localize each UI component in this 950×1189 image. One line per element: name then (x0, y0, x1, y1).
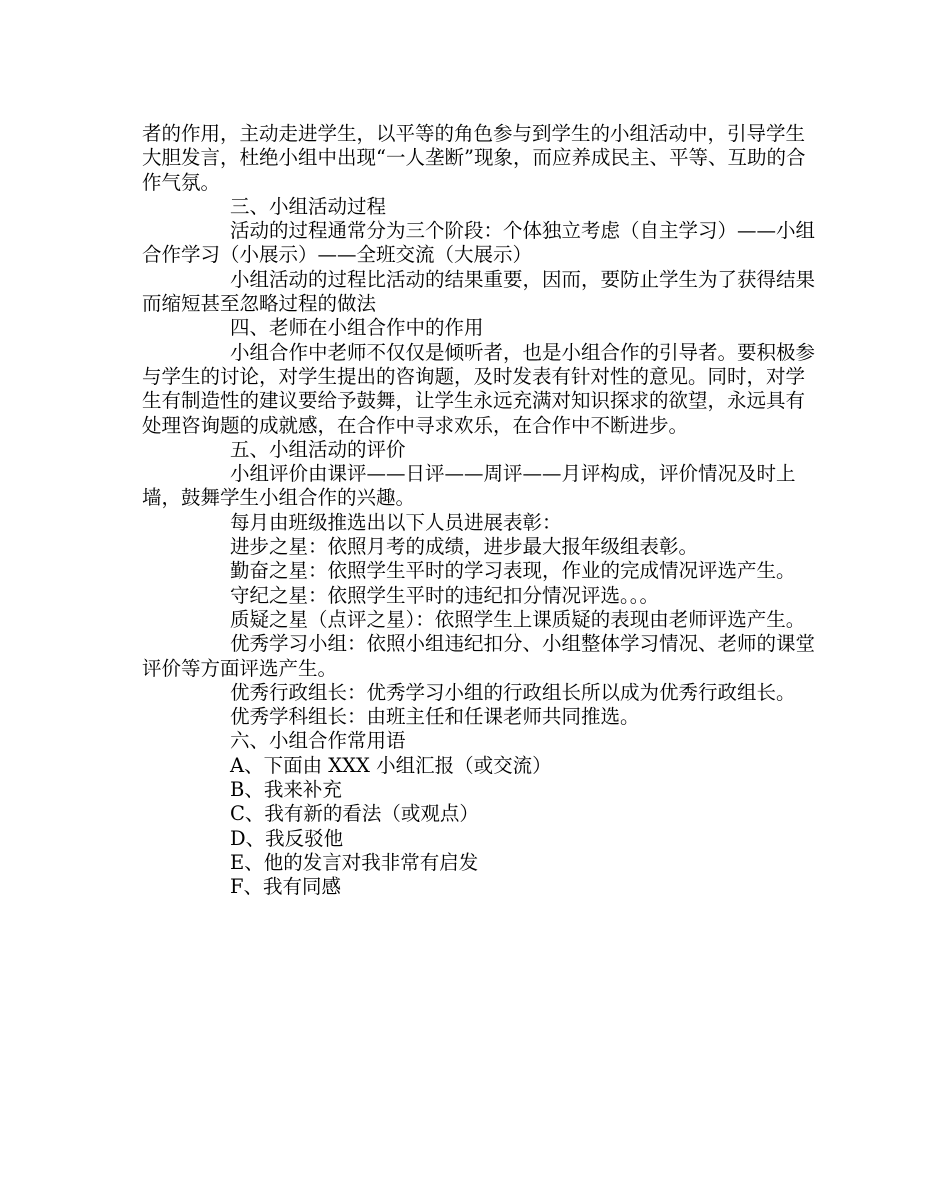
heading-section-5: 五、小组活动的评价 (230, 437, 406, 461)
award-admin-leader: 优秀行政组长：优秀学习小组的行政组长所以成为优秀行政组长。 (230, 680, 796, 704)
heading-section-6: 六、小组合作常用语 (230, 729, 406, 753)
paragraph-teacher-role: 小组合作中老师不仅仅是倾听者，也是小组合作的引导者。要积极参与学生的讨论，对学生提出的咨询题，及时发表有针对性的意见。同时，对学生有制造性的建议要给予鼓舞，让学生永远充满对知识探求的欲望，永远具有处理咨询题的成就感，在合作中寻求欢乐，在合作中不断进步。 (142, 340, 816, 437)
paragraph-evaluation: 小组评价由课评——日评——周评——月评构成，评价情况及时上墙，鼓舞学生小组合作的兴趣。 (142, 462, 796, 510)
award-diligence-star: 勤奋之星：依照学生平时的学习表现，作业的完成情况评选产生。 (230, 559, 796, 583)
paragraph-monthly-awards: 每月由班级推选出以下人员进展表彰： (230, 510, 562, 534)
award-excellent-group: 优秀学习小组：依照小组违纪扣分、小组整体学习情况、老师的课堂评价等方面评选产生。 (142, 632, 816, 680)
paragraph-intro: 者的作用，主动走进学生，以平等的角色参与到学生的小组活动中，引导学生大胆发言，杜绝小组中出现“一人垄断”现象，而应养成民主、平等、互助的合作气氛。 (142, 122, 806, 194)
heading-section-4: 四、老师在小组合作中的作用 (230, 316, 484, 340)
award-progress-star: 进步之星：依照月考的成绩，进步最大报年级组表彰。 (230, 535, 699, 559)
phrase-item-c: C、我有新的看法（或观点） (230, 802, 479, 826)
phrase-item-e: E、他的发言对我非常有启发 (230, 850, 479, 874)
phrase-item-a: A、下面由 XXX 小组汇报（或交流） (230, 753, 552, 777)
phrase-item-b: B、我来补充 (230, 778, 342, 802)
award-discipline-star: 守纪之星：依照学生平时的违纪扣分情况评选。。。 (230, 583, 660, 607)
paragraph-stages: 活动的过程通常分为三个阶段：个体独立考虑（自主学习）——小组合作学习（小展示）——全班交流（大展示） (142, 219, 816, 267)
document-body (142, 122, 822, 900)
heading-section-3: 三、小组活动过程 (230, 194, 387, 218)
paragraph-process: 小组活动的过程比活动的结果重要，因而，要防止学生为了获得结果而缩短甚至忽略过程的做法 (142, 267, 816, 316)
phrase-item-d: D、我反驳他 (230, 826, 344, 850)
award-questioning-star: 质疑之星（点评之星）：依照学生上课质疑的表现由老师评选产生。 (230, 607, 806, 631)
phrase-item-f: F、我有同感 (230, 875, 342, 899)
award-subject-leader: 优秀学科组长：由班主任和任课老师共同推选。 (230, 705, 640, 729)
